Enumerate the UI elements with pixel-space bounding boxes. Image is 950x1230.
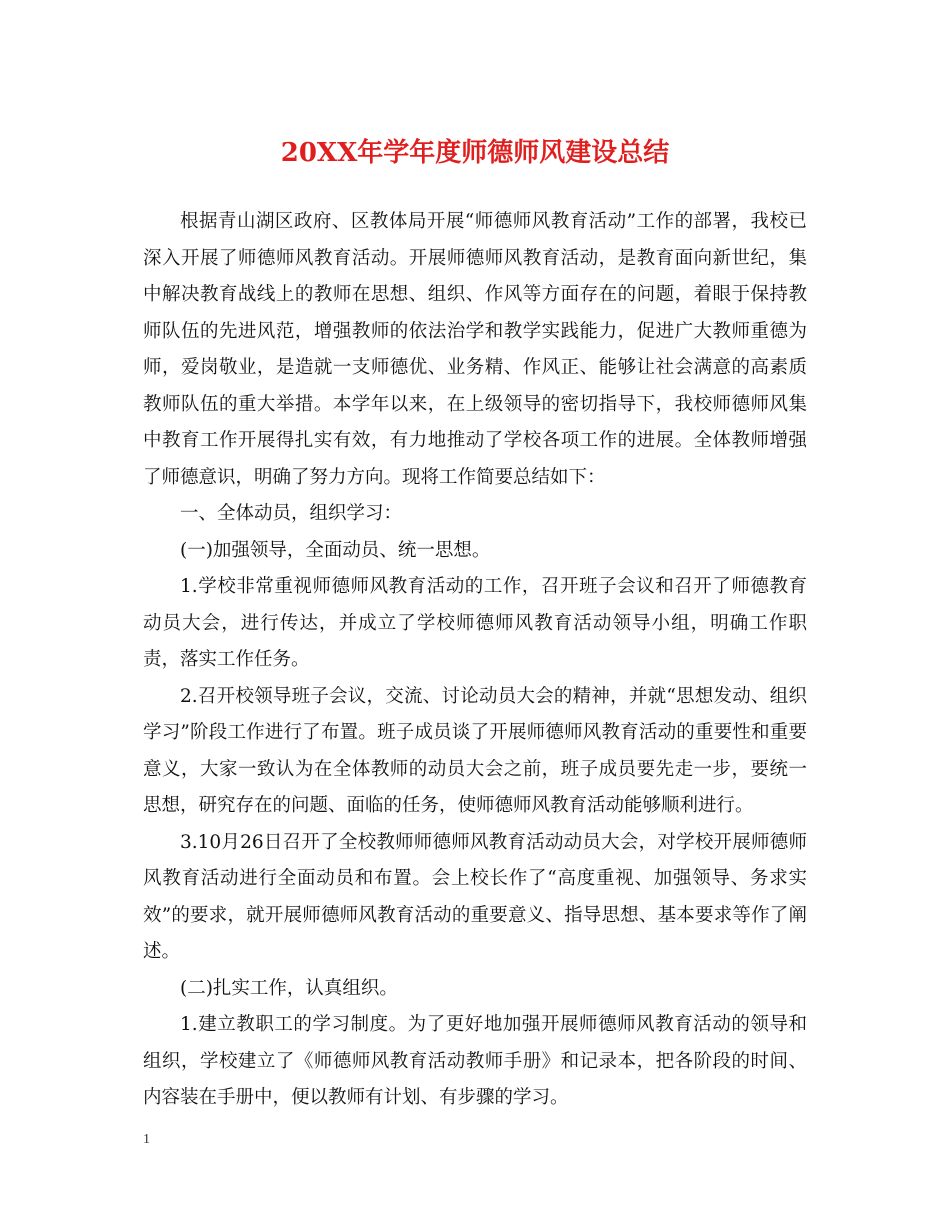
paragraph-intro: 根据青山湖区政府、区教体局开展“师德师风教育活动”工作的部署，我校已深入开展了师德师风教育活动。开展师德师风教育活动，是教育面向新世纪，集中解决教育战线上的教师在思想、组织、作风等方面存在的问题，着眼于保持教师队伍的先进风范，增强教师的依法治学和教学实践能力，促进广大教师重德为师，爱岗敬业，是造就一支师德优、业务精、作风正、能够让社会满意的高素质教师队伍的重大举措。本学年以来，在上级领导的密切指导下，我校师德师风集中教育工作开展得扎实有效，有力地推动了学校各项工作的进展。全体教师增强了师德意识，明确了努力方向。现将工作简要总结如下： [143, 211, 807, 488]
paragraph-item-1: 1.学校非常重视师德师风教育活动的工作，召开班子会议和召开了师德教育动员大会，进行传达，并成立了学校师德师风教育活动领导小组，明确工作职责，落实工作任务。 [143, 576, 807, 670]
subsection-heading-2: (二)扎实工作，认真组织。 [180, 977, 398, 999]
subsection-heading-1: (一)加强领导，全面动员、统一思想。 [180, 539, 491, 561]
document-title: 20XX年学年度师德师风建设总结 [280, 138, 670, 168]
section-heading-1: 一、全体动员，组织学习： [180, 503, 403, 524]
page-number: 1 [143, 1132, 150, 1147]
paragraph-item-4: 1.建立教职工的学习制度。为了更好地加强开展师德师风教育活动的领导和组织，学校建立了《师德师风教育活动教师手册》和记录本，把各阶段的时间、内容装在手册中，便以教师有计划、有步骤的学习。 [143, 1014, 807, 1108]
paragraph-item-2: 2.召开校领导班子会议，交流、讨论动员大会的精神，并就“思想发动、组织学习”阶段工作进行了布置。班子成员谈了开展师德师风教育活动的重要性和重要意义，大家一致认为在全体教师的动员大会之前，班子成员要先走一步，要统一思想，研究存在的问题、面临的任务，使师德师风教育活动能够顺利进行。 [143, 685, 807, 816]
paragraph-item-3: 3.10月26日召开了全校教师师德师风教育活动动员大会，对学校开展师德师风教育活动进行全面动员和布置。会上校长作了“高度重视、加强领导、务求实效”的要求，就开展师德师风教育活动的重要意义、指导思想、基本要求等作了阐述。 [143, 831, 807, 962]
document-body [143, 204, 807, 1117]
